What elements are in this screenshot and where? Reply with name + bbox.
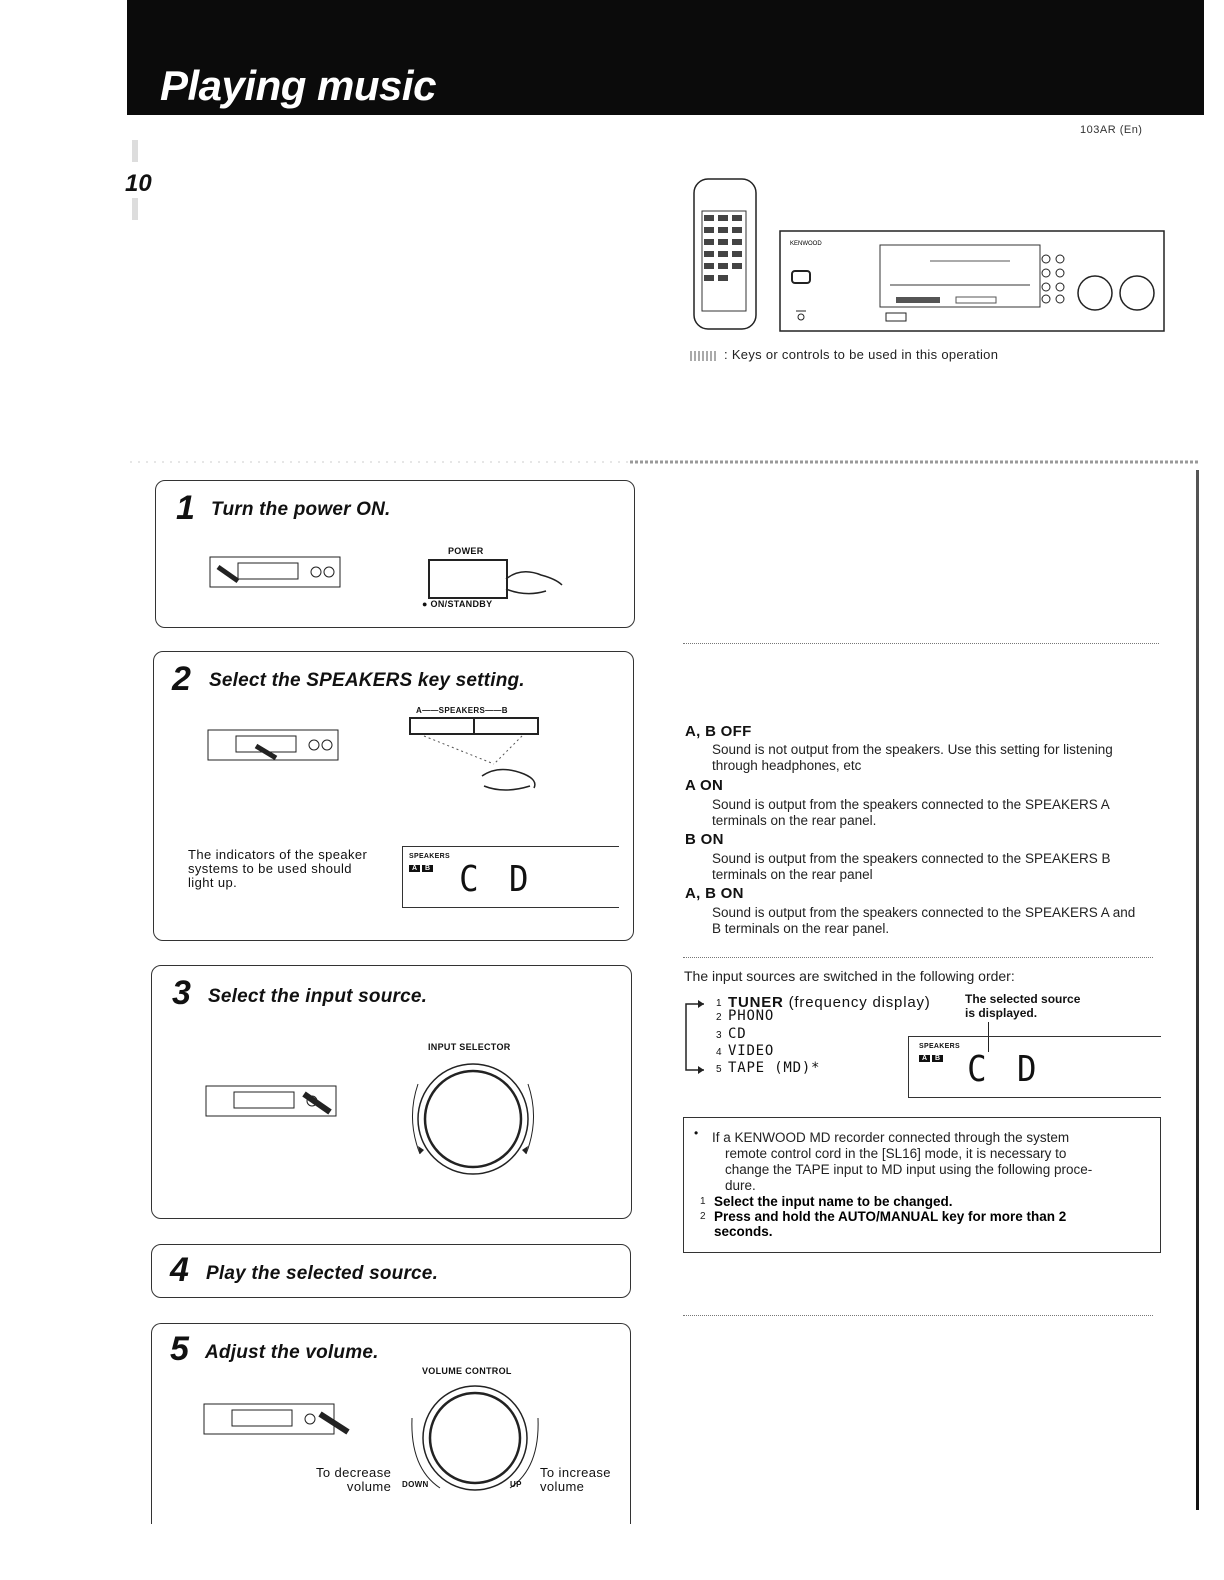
- order-note-tuner: (frequency display): [788, 994, 931, 1011]
- order-item-video: VIDEO: [728, 1043, 775, 1059]
- speakers-key-illustration: [404, 714, 544, 794]
- desc-line: B terminals on the rear panel.: [712, 921, 890, 936]
- section-divider: [683, 957, 1153, 958]
- badge-a: A: [409, 865, 420, 872]
- callout-line: is displayed.: [965, 1006, 1038, 1020]
- step-5-title: Adjust the volume.: [205, 1342, 379, 1363]
- device-brand: KENWOOD: [790, 241, 822, 247]
- display-speakers-label: SPEAKERS: [919, 1043, 960, 1050]
- step-4-title: Play the selected source.: [206, 1263, 439, 1284]
- badge-b: B: [932, 1055, 943, 1062]
- page-title: Playing music: [160, 62, 436, 109]
- order-num-2: 2: [716, 1012, 722, 1023]
- note-line: If a KENWOOD MD recorder connected through the system: [712, 1130, 1070, 1145]
- decrease-volume-caption: [316, 1466, 391, 1494]
- step-3-number: 3: [172, 974, 191, 1012]
- step-3-title: Select the input source.: [208, 986, 428, 1007]
- desc-line: terminals on the rear panel.: [712, 813, 877, 828]
- mode-b-on-desc: [712, 851, 1110, 883]
- section-divider: [683, 643, 1159, 644]
- order-num-1: 1: [716, 998, 722, 1009]
- model-code: 103AR (En): [1080, 124, 1143, 136]
- display-value: C D: [459, 859, 534, 900]
- increase-volume-caption: [540, 1466, 611, 1494]
- keys-legend-text: : Keys or controls to be used in this operation: [724, 347, 999, 362]
- note-step-2-cont: seconds.: [714, 1224, 773, 1239]
- order-name-tuner: TUNER: [728, 994, 784, 1011]
- caption-line: volume: [540, 1479, 585, 1494]
- caption-line: To decrease: [316, 1465, 392, 1480]
- order-item-tape: TAPE (MD)*: [728, 1060, 821, 1076]
- input-order-intro: The input sources are switched in the following order:: [684, 968, 1015, 984]
- mode-a-on-desc: [712, 797, 1110, 829]
- receiver-mini-illustration: [208, 553, 343, 593]
- input-cycle-arrow: [680, 996, 720, 1076]
- mode-ab-off-desc: [712, 742, 1113, 774]
- display-speakers-label: SPEAKERS: [409, 853, 450, 860]
- step-4-number: 4: [170, 1251, 189, 1289]
- keys-legend: [690, 347, 998, 362]
- mode-ab-on-head: A, B ON: [685, 885, 744, 902]
- order-item-phono: PHONO: [728, 1008, 775, 1024]
- down-label: DOWN: [402, 1480, 429, 1489]
- up-label: UP: [510, 1480, 522, 1489]
- step-1-box: [155, 480, 635, 628]
- note-step-num: 2: [700, 1211, 706, 1222]
- note-line: dure.: [725, 1178, 756, 1193]
- section-divider: [683, 1315, 1153, 1316]
- desc-line: terminals on the rear panel: [712, 867, 873, 882]
- step-5-box: [151, 1323, 631, 1524]
- desc-line: through headphones, etc: [712, 758, 862, 773]
- speaker-display: [402, 846, 619, 908]
- step-5-number: 5: [170, 1330, 189, 1368]
- note-line: change the TAPE input to MD input using the following proce-: [725, 1162, 1093, 1177]
- step-3-box: [151, 965, 632, 1219]
- device-illustration: [690, 175, 1170, 335]
- selected-source-callout: [965, 992, 1080, 1020]
- step-2-number: 2: [172, 660, 191, 698]
- mode-ab-off-head: A, B OFF: [685, 723, 752, 740]
- desc-line: Sound is output from the speakers connected to the SPEAKERS B: [712, 851, 1111, 866]
- display-badges: [409, 865, 433, 872]
- step-2-title: Select the SPEAKERS key setting.: [209, 670, 525, 691]
- page-edge-line: [1196, 470, 1199, 1510]
- input-selector-knob: [398, 1054, 548, 1184]
- input-selector-label: INPUT SELECTOR: [428, 1042, 511, 1052]
- speaker-indicator-caption: [188, 848, 367, 890]
- receiver-mini-illustration: [202, 1400, 352, 1440]
- desc-line: Sound is not output from the speakers. Use this setting for listening: [712, 742, 1113, 757]
- mode-a-on-head: A ON: [685, 777, 724, 794]
- order-num-5: 5: [716, 1064, 722, 1075]
- receiver-mini-illustration: [204, 1082, 339, 1122]
- note-line: remote control cord in the [SL16] mode, it is necessary to: [725, 1146, 1067, 1161]
- caption-line: volume: [346, 1479, 392, 1494]
- volume-control-label: VOLUME CONTROL: [422, 1366, 512, 1376]
- caption-line: The indicators of the speaker: [188, 847, 368, 862]
- on-standby-label: ● ON/STANDBY: [422, 599, 493, 609]
- scan-noise-band: [130, 455, 1200, 469]
- caption-line: light up.: [188, 875, 238, 890]
- caption-line: systems to be used should: [188, 861, 352, 876]
- step-1-title: Turn the power ON.: [211, 499, 391, 520]
- order-item-cd: CD: [728, 1026, 747, 1042]
- step-2-box: [153, 651, 634, 941]
- power-label: POWER: [448, 546, 484, 556]
- callout-line: The selected source: [965, 992, 1081, 1006]
- display-value: C D: [967, 1049, 1042, 1090]
- on-standby-text: ON/STANDBY: [430, 599, 493, 609]
- note-step-num: 1: [700, 1196, 706, 1207]
- key-marker-icon: [690, 351, 716, 361]
- step-4-box: [151, 1244, 631, 1298]
- display-badges: [919, 1055, 943, 1062]
- note-bullet-icon: •: [694, 1126, 699, 1140]
- source-display: [908, 1036, 1161, 1098]
- note-step-2: Press and hold the AUTO/MANUAL key for more than 2: [714, 1209, 1067, 1224]
- step-1-number: 1: [176, 489, 195, 527]
- speakers-key-label: A——SPEAKERS——B: [416, 706, 508, 715]
- desc-line: Sound is output from the speakers connected to the SPEAKERS A and: [712, 905, 1136, 920]
- badge-a: A: [919, 1055, 930, 1062]
- order-num-4: 4: [716, 1047, 722, 1058]
- margin-speck: [132, 198, 138, 220]
- note-box: [683, 1117, 1161, 1253]
- mode-ab-on-desc: [712, 905, 1135, 937]
- order-num-3: 3: [716, 1030, 722, 1041]
- caption-line: To increase: [540, 1465, 611, 1480]
- receiver-mini-illustration: [206, 726, 341, 766]
- badge-b: B: [422, 865, 433, 872]
- margin-speck: [132, 140, 138, 162]
- note-step-1: Select the input name to be changed.: [714, 1194, 953, 1209]
- mode-b-on-head: B ON: [685, 831, 724, 848]
- page-number: 10: [125, 170, 152, 197]
- desc-line: Sound is output from the speakers connected to the SPEAKERS A: [712, 797, 1110, 812]
